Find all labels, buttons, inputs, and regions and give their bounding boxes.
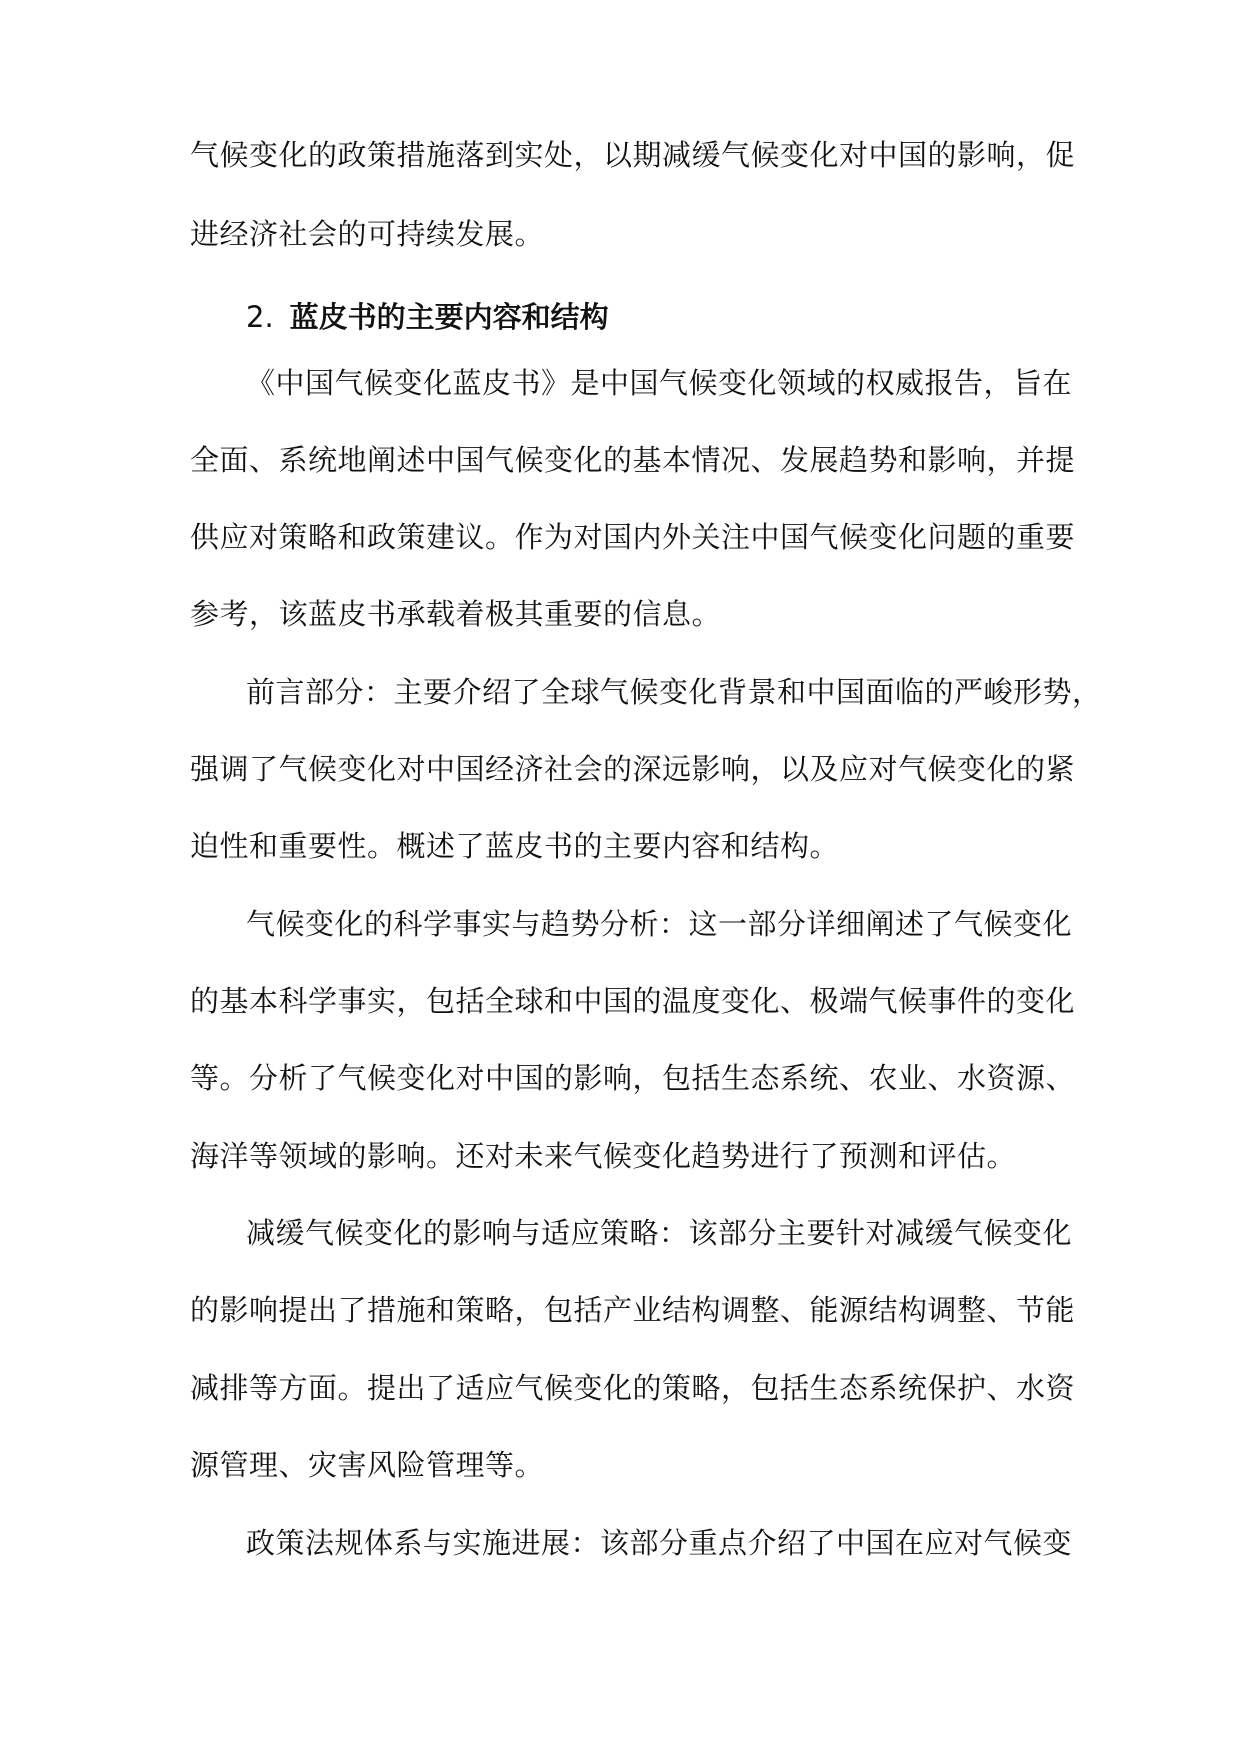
paragraph-line: 全面、系统地阐述中国气候变化的基本情况、发展趋势和影响，并提 [190,443,1076,477]
paragraph-line: 的影响提出了措施和策略，包括产业结构调整、能源结构调整、节能 [190,1293,1076,1327]
paragraph-line: 海洋等领域的影响。还对未来气候变化趋势进行了预测和评估。 [190,1139,1017,1173]
paragraph-line: 参考，该蓝皮书承载着极其重要的信息。 [190,597,722,631]
paragraph-line: 的基本科学事实，包括全球和中国的温度变化、极端气候事件的变化 [190,984,1076,1018]
paragraph-line: 前言部分：主要介绍了全球气候变化背景和中国面临的严峻形势， [246,675,1102,709]
intro-line-1: 气候变化的政策措施落到实处，以期减缓气候变化对中国的影响，促 [190,138,1076,172]
paragraph-line: 气候变化的科学事实与趋势分析：这一部分详细阐述了气候变化 [246,907,1073,941]
paragraph-line: 强调了气候变化对中国经济社会的深远影响，以及应对气候变化的紧 [190,752,1076,786]
paragraph-line: 减缓气候变化的影响与适应策略：该部分主要针对减缓气候变化 [246,1216,1073,1250]
section-title: 蓝皮书的主要内容和结构 [289,300,609,334]
section-number: 2. [246,300,274,334]
section-heading [246,297,609,337]
paragraph-line: 政策法规体系与实施进展：该部分重点介绍了中国在应对气候变 [246,1526,1073,1560]
paragraph-line: 减排等方面。提出了适应气候变化的策略，包括生态系统保护、水资 [190,1371,1076,1405]
paragraph-line: 供应对策略和政策建议。作为对国内外关注中国气候变化问题的重要 [190,520,1076,554]
intro-line-2: 进经济社会的可持续发展。 [190,217,545,251]
paragraph-line: 迫性和重要性。概述了蓝皮书的主要内容和结构。 [190,829,840,863]
paragraph-line: 源管理、灾害风险管理等。 [190,1448,545,1482]
paragraph-line: 等。分析了气候变化对中国的影响，包括生态系统、农业、水资源、 [190,1061,1076,1095]
paragraph-line: 《中国气候变化蓝皮书》是中国气候变化领域的权威报告，旨在 [246,366,1073,400]
